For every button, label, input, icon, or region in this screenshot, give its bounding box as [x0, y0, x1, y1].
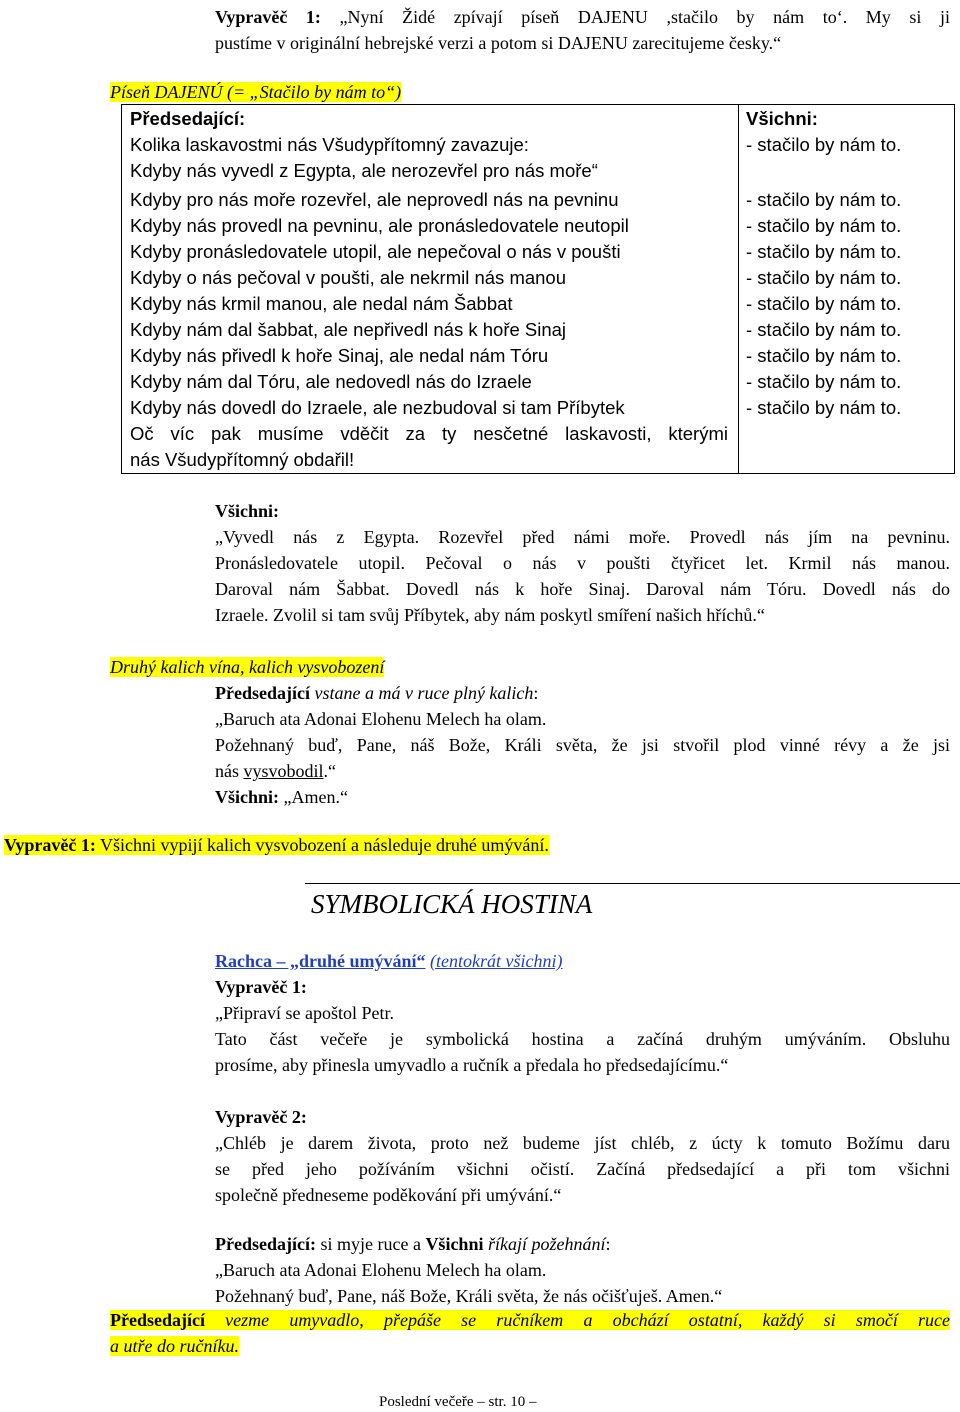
intro-line1: „Nyní Židé zpívají píseň DAJENU ,stačilo by nám to‘. My si ji	[339, 7, 951, 27]
second-cup-hebrew: „Baruch ata Adonai Elohenu Melech ha olam.	[215, 709, 547, 729]
second-cup-heading: Druhý kalich vína, kalich vysvobození	[110, 657, 385, 677]
table-response: - stačilo by nám to.	[746, 371, 902, 392]
table-row: Kdyby pro nás moře rozevřel, ale neprovedl nás na pevninu	[130, 189, 619, 210]
final-line1: vezme umyvadlo, přepáše se ručníkem a obchází ostatní, každý si smočí ruce	[204, 1310, 950, 1330]
table-row: Kdyby nám dal Tóru, ale nedovedl nás do Izraele	[130, 371, 532, 392]
second-cup-block: Předsedající vstane a má v ruce plný kalich: „Baruch ata Adonai Elohenu Melech ha olam. Požehnaný buď, Pane, náš Bože, Králi světa, že jsi stvořil plod vinné révy a že jsi nás vysvobodil.“ Všichni: „Amen.“	[215, 683, 950, 807]
second-cup-action: vstane a má v ruce plný kalich	[314, 683, 534, 703]
narrator2-block	[215, 1104, 950, 1208]
page-footer: Poslední večeře – str. 10 –	[379, 1394, 537, 1410]
intro-paragraph	[215, 4, 950, 56]
narrator-line	[4, 832, 549, 858]
table-response: - stačilo by nám to.	[746, 397, 902, 418]
section-divider	[305, 883, 960, 884]
rachca-speaker1: Vypravěč 1:	[215, 977, 307, 997]
table-row: Kdyby o nás pečoval v poušti, ale nekrmil nás manou	[130, 267, 567, 288]
final-instruction	[110, 1307, 950, 1359]
table-row: Kdyby nás přivedl k hoře Sinaj, ale nedal nám Tóru	[130, 345, 549, 366]
table-closing-line1: Oč víc pak musíme vděčit za ty nesčetné laskavosti, kterými	[130, 423, 728, 444]
all-block-line: Pronásledovatele utopil. Pečoval o nás v poušti čtyřicet let. Krmil nás manou.	[215, 553, 950, 573]
table-closing	[130, 421, 728, 473]
table-response: - stačilo by nám to.	[746, 319, 902, 340]
rachca-line1: „Připraví se apoštol Petr.	[215, 1003, 394, 1023]
all-block	[215, 498, 950, 628]
rachca-p2-line3: společně předneseme poděkování při umývání.“	[215, 1185, 562, 1205]
table-divider	[738, 105, 739, 473]
washing-blessing: Požehnaný buď, Pane, náš Bože, Králi světa, že nás očišťuješ. Amen.“	[215, 1286, 723, 1306]
narrator-text: Všichni vypijí kalich vysvobození a následuje druhé umývání.	[100, 835, 549, 855]
rachca-p2-line1: „Chléb je darem života, proto než budeme jíst chléb, z úcty k tomuto Božímu daru	[215, 1133, 950, 1153]
rachca-para-line1: Tato část večeře je symbolická hostina a začíná druhým umýváním. Obsluhu	[215, 1029, 950, 1049]
rachca-para-line2: prosíme, aby přinesla umyvadlo a ručník a předala ho předsedajícímu.“	[215, 1055, 729, 1075]
rachca-p2-line2: se před jeho požíváním všichni očistí. Začíná předsedající a při tom všichni	[215, 1159, 950, 1179]
table-row: Kdyby nám dal šabbat, ale nepřivedl nás k hoře Sinaj	[130, 319, 567, 340]
table-response: - stačilo by nám to.	[746, 293, 902, 314]
washing-block: Předsedající: si myje ruce a Všichni říkají požehnání: „Baruch ata Adonai Elohenu Melech ha olam. Požehnaný buď, Pane, náš Bože, Králi světa, že nás očišťuješ. Amen.“	[215, 1231, 950, 1309]
table-response: - stačilo by nám to.	[746, 345, 902, 366]
all-block-line: „Vyvedl nás z Egypta. Rozevřel před námi moře. Provedl nás jím na pevninu.	[215, 527, 950, 547]
all-block-line: Izraele. Zvolil si tam svůj Příbytek, aby nám poskytl smíření našich hříchů.“	[215, 605, 765, 625]
narrator-speaker: Vypravěč 1:	[4, 835, 96, 855]
second-cup-blessing-line1: Požehnaný buď, Pane, náš Bože, Králi světa, že jsi stvořil plod vinné révy a že jsi	[215, 735, 950, 755]
washing-action: říkají požehnání	[487, 1234, 606, 1254]
table-row: Kdyby nás vyvedl z Egypta, ale nerozevřel pro nás moře“	[130, 160, 598, 181]
second-cup-amen: „Amen.“	[283, 787, 348, 807]
table-response: - stačilo by nám to.	[746, 215, 902, 236]
dajenu-table	[121, 104, 955, 474]
table-row: Kdyby nás dovedl do Izraele, ale nezbudoval si tam Příbytek	[130, 397, 625, 418]
table-left-header: Předsedající:	[130, 108, 246, 129]
rachca-heading-note: (tentokrát všichni)	[430, 951, 563, 971]
table-response: - stačilo by nám to.	[746, 267, 902, 288]
second-cup-all-label: Všichni:	[215, 787, 280, 807]
washing-leader: Předsedající:	[215, 1234, 316, 1254]
table-row: Kdyby pronásledovatele utopil, ale nepečoval o nás v poušti	[130, 241, 621, 262]
table-right-header: Všichni:	[746, 108, 818, 129]
washing-all: Všichni	[425, 1234, 484, 1254]
washing-hebrew: „Baruch ata Adonai Elohenu Melech ha olam.	[215, 1260, 547, 1280]
all-block-speaker: Všichni:	[215, 501, 280, 521]
rachca-block	[215, 948, 950, 1078]
table-row: Kdyby nás provedl na pevninu, ale pronásledovatele neutopil	[130, 215, 629, 236]
all-block-line: Daroval nám Šabbat. Dovedl nás k hoře Sinaj. Daroval nám Tóru. Dovedl nás do	[215, 579, 950, 599]
rachca-speaker2: Vypravěč 2:	[215, 1107, 307, 1127]
vysvobodil-link[interactable]: vysvobodil	[243, 761, 324, 781]
intro-speaker: Vypravěč 1:	[215, 7, 321, 27]
table-response: - stačilo by nám to.	[746, 189, 902, 210]
table-row: Kolika laskavostmi nás Všudypřítomný zavazuje:	[130, 134, 529, 155]
song-title: Píseň DAJENÚ (= „Stačilo by nám to“)	[110, 82, 402, 102]
final-leader: Předsedající	[110, 1310, 205, 1330]
intro-line2: pustíme v originální hebrejské verzi a potom si DAJENU zarecitujeme česky.“	[215, 33, 782, 53]
second-cup-leader: Předsedající	[215, 683, 310, 703]
section-title: SYMBOLICKÁ HOSTINA	[311, 889, 593, 919]
rachca-heading-link[interactable]: Rachca – „druhé umývání“	[215, 951, 426, 971]
table-response: - stačilo by nám to.	[746, 241, 902, 262]
table-response: - stačilo by nám to.	[746, 134, 902, 155]
table-closing-line2: nás Všudypřítomný obdařil!	[130, 449, 355, 470]
table-row: Kdyby nás krmil manou, ale nedal nám Šabbat	[130, 293, 513, 314]
final-line2: a utře do ručníku.	[110, 1336, 239, 1356]
